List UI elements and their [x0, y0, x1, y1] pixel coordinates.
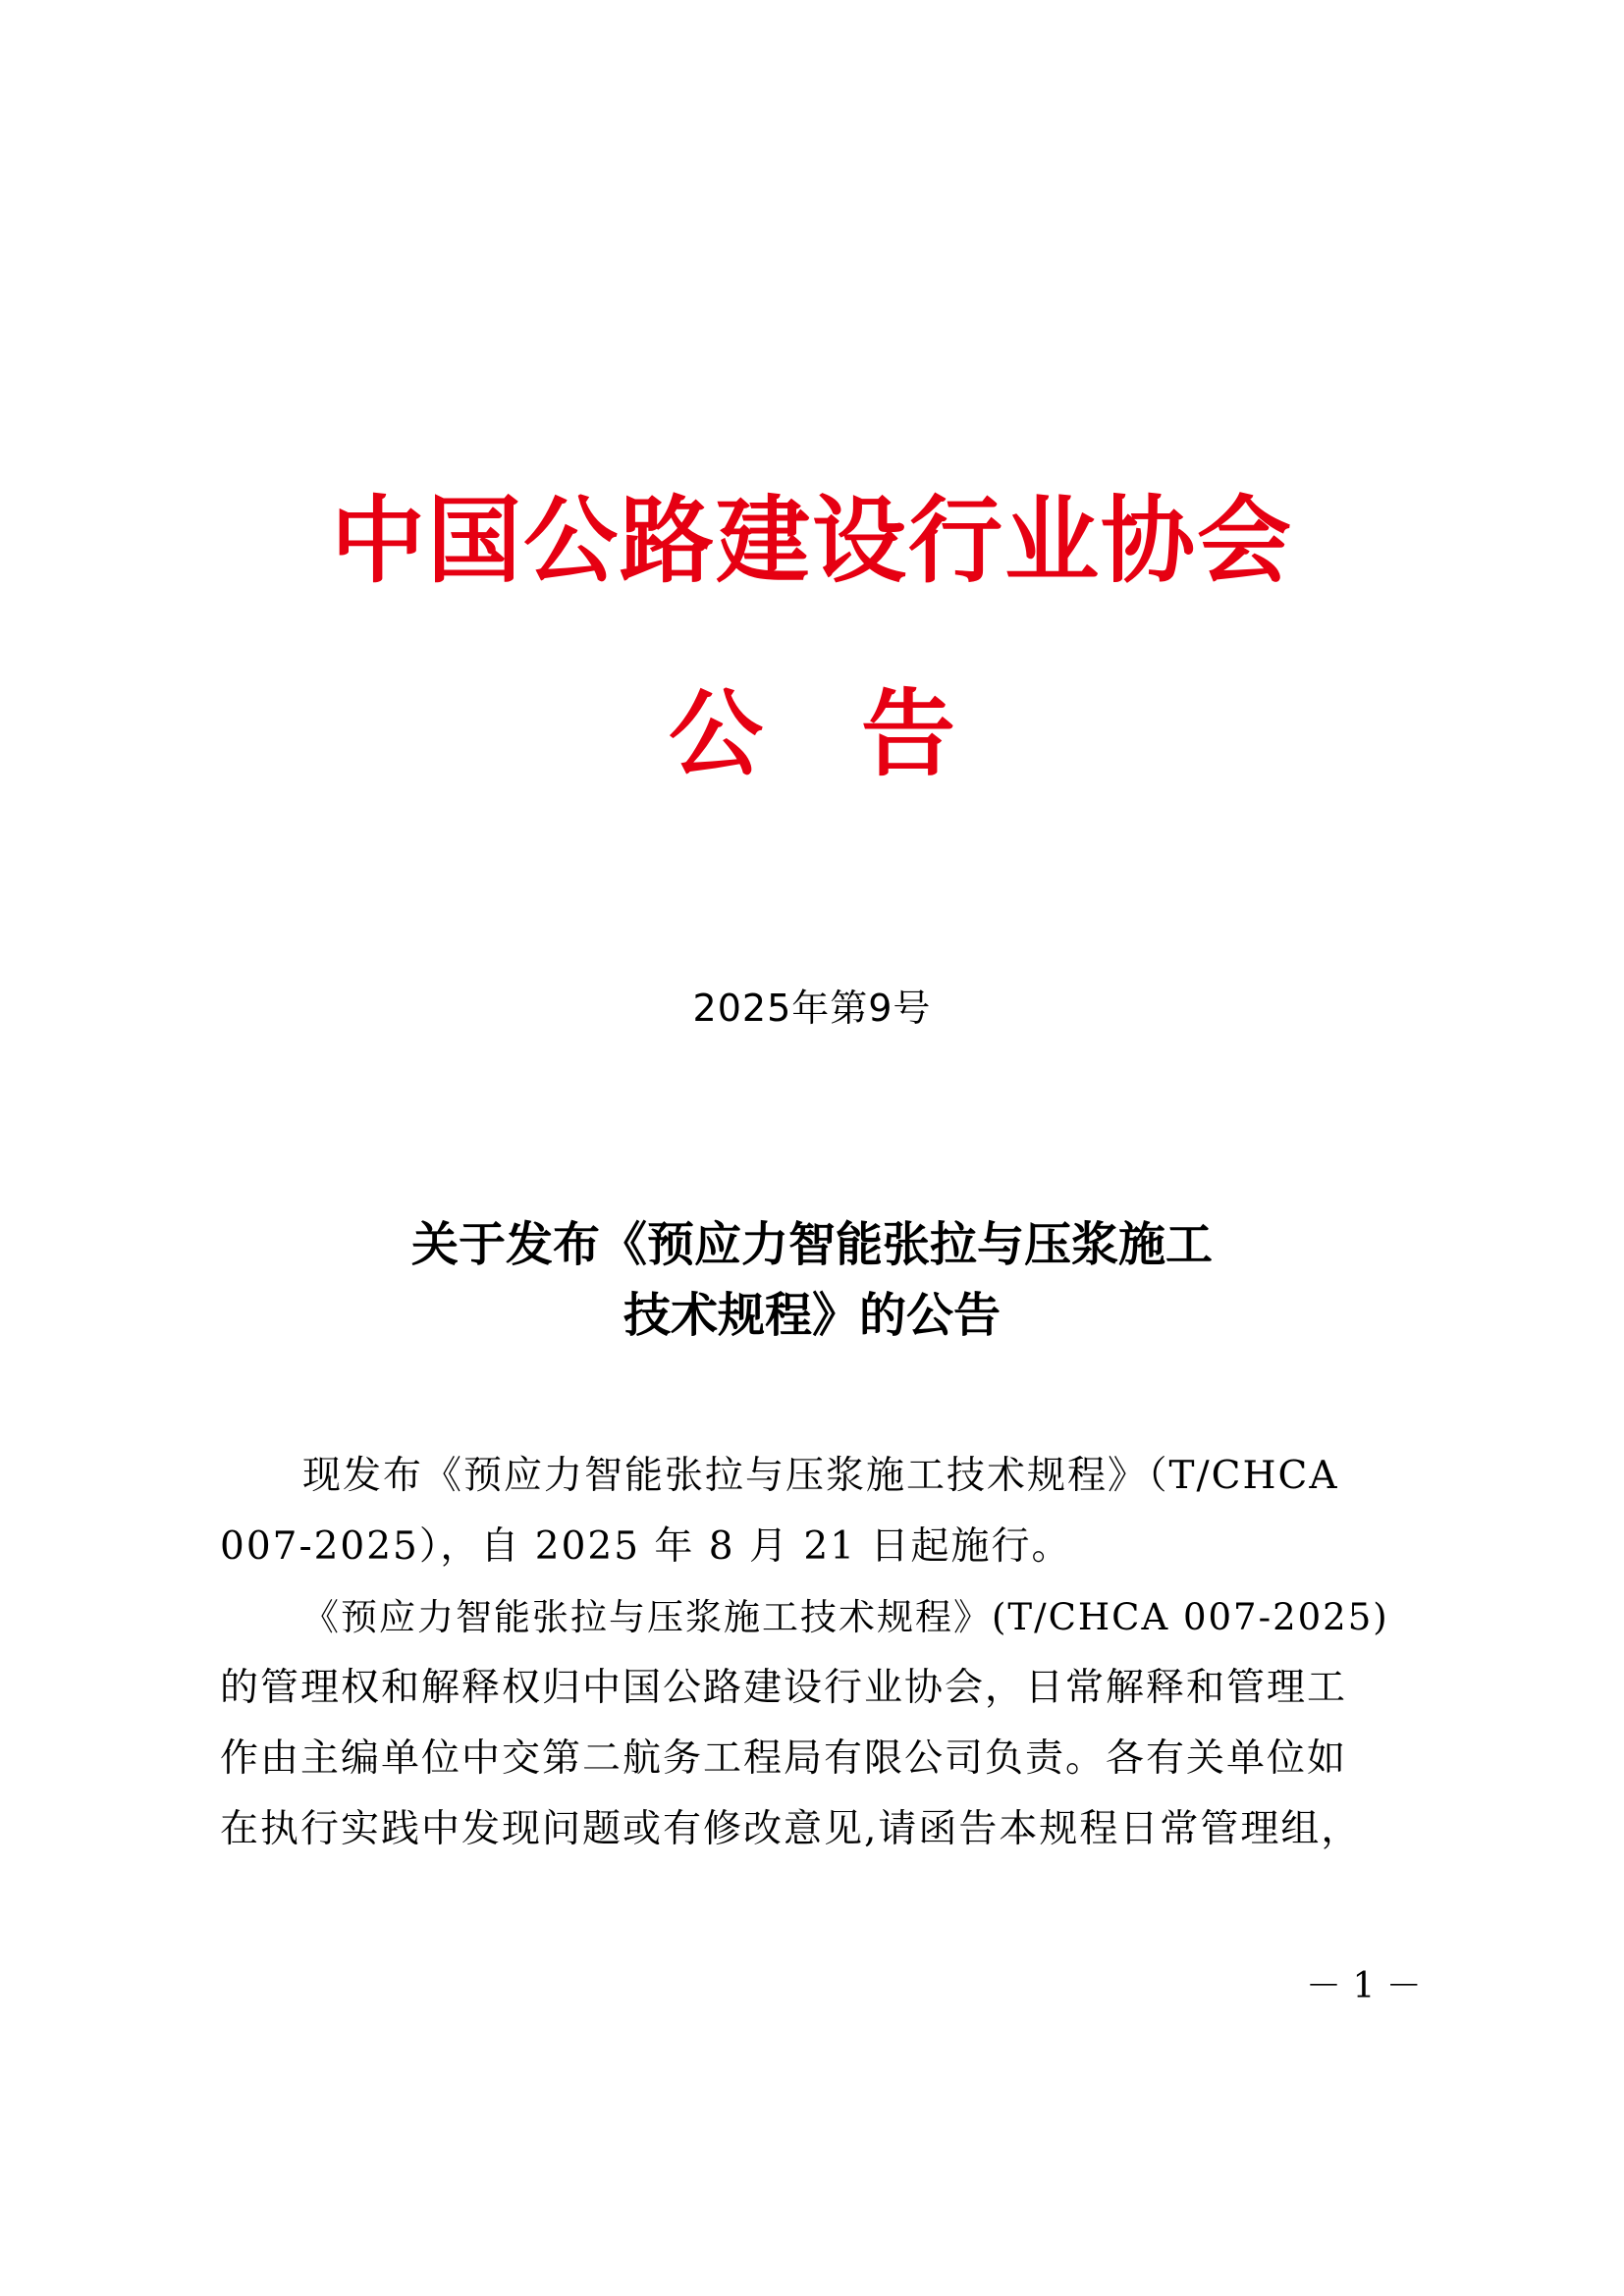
page-number: － 1 － [1306, 1966, 1422, 2006]
document-type-header: 公告 [669, 679, 1054, 789]
body-line-3: 《预应力智能张拉与压浆施工技术规程》(T/CHCA 007-2025) [302, 1596, 1389, 1638]
body-line-5: 作由主编单位中交第二航务工程局有限公司负责。各有关单位如 [220, 1736, 1348, 1781]
organization-header: 中国公路建设行业协会 [331, 486, 1293, 596]
body-line-6: 在执行实践中发现问题或有修改意见,请函告本规程日常管理组， [220, 1807, 1362, 1851]
document-number: 2025年第9号 [692, 987, 932, 1030]
notice-body [220, 1441, 1411, 1865]
notice-title [0, 1209, 1624, 1351]
notice-title-line-1: 关于发布《预应力智能张拉与压浆施工 [410, 1217, 1213, 1272]
notice-title-line-2: 技术规程》的公告 [623, 1288, 1001, 1343]
body-line-2: 007-2025），自 2025 年 8 月 21 日起施行。 [220, 1524, 1072, 1569]
body-line-1: 现发布《预应力智能张拉与压浆施工技术规程》（T/CHCA [302, 1454, 1339, 1498]
body-line-4: 的管理权和解释权归中国公路建设行业协会，日常解释和管理工 [220, 1666, 1348, 1710]
